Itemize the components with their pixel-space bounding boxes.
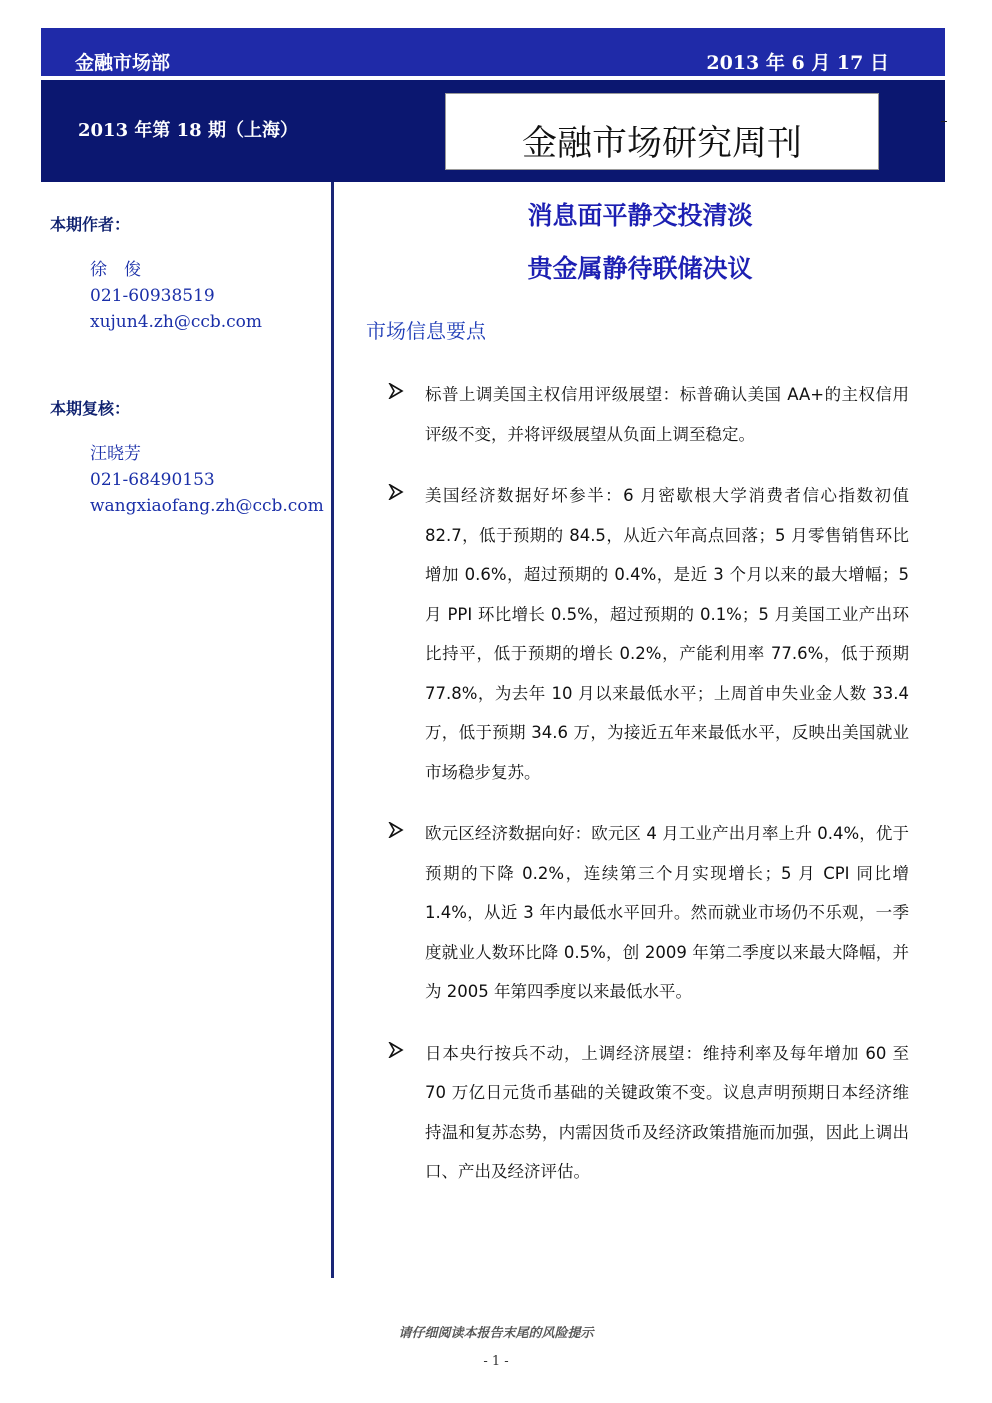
arrow-bullet-icon [388,383,404,399]
bullet-text: 标普上调美国主权信用评级展望：标普确认美国 AA+的主权信用评级不变，并将评级展望从负面上调至稳定。 [425,385,909,444]
publication-title: 金融市场研究周刊 [521,124,802,164]
headline-2: 贵金属静待联储决议 [527,254,753,283]
reviewer-block [50,396,340,519]
reviewer-email: wangxiaofang.zh@ccb.com [90,496,324,516]
section-title: 市场信息要点 [366,319,486,343]
department-name: 金融市场部 [75,52,171,74]
bullet-item [384,1034,909,1192]
bullet-item [384,476,909,792]
top-bar [41,28,945,76]
bullet-list [384,375,909,1214]
bullet-item [384,375,909,454]
bullet-item [384,814,909,1012]
bullet-text: 日本央行按兵不动，上调经济展望：维持利率及每年增加 60 至 70 万亿日元货币基础的关键政策不变。议息声明预期日本经济维持温和复苏态势，内需因货币及经济政策措施而加强，因此上调出口、产出及经济评估。 [425,1043,909,1181]
reviewer-label: 本期复核： [50,399,131,418]
headline-1: 消息面平静交投清淡 [527,201,753,230]
header-tick-mark [941,121,947,122]
author-label: 本期作者： [50,215,131,234]
arrow-bullet-icon [388,1042,404,1058]
arrow-bullet-icon [388,822,404,838]
publication-title-box [445,93,879,170]
author-email: xujun4.zh@ccb.com [90,312,263,332]
issue-number: 2013 年第 18 期（上海） [78,120,298,141]
header-band [41,80,945,182]
arrow-bullet-icon [388,484,404,500]
column-divider [331,182,334,1278]
reviewer-name: 汪晓芳 [90,444,141,464]
bullet-text: 美国经济数据好坏参半：6 月密歇根大学消费者信心指数初值 82.7，低于预期的 84.5，从近六年高点回落；5 月零售销售环比增加 0.6%，超过预期的 0.4%，是近 3 个月以来的最大增幅；5 月 PPI 环比增长 0.5%，超过预期的 0.1%；5 月美国工业产出环比持平，低于预期的增长 0.2%，产能利用率 77.6%，低于预期 77.8%，为去年 10 月以来最低水平；上周首申失业金人数 33.4 万，低于预期 34.6 万，为接近五年来最低水平，反映出美国就业市场稳步复苏。 [425,486,909,782]
author-name: 徐 俊 [90,260,141,280]
report-date: 2013 年 6 月 17 日 [706,52,889,74]
author-phone: 021-60938519 [90,286,215,306]
risk-notice: 请仔细阅读本报告末尾的风险提示 [398,1326,594,1341]
bullet-text: 欧元区经济数据向好：欧元区 4 月工业产出月率上升 0.4%，优于预期的下降 0.2%，连续第三个月实现增长；5 月 CPI 同比增 1.4%，从近 3 年内最低水平回升。然而就业市场仍不乐观，一季度就业人数环比降 0.5%，创 2009 年第二季度以来最大降幅，并为 2005 年第四季度以来最低水平。 [425,824,909,1001]
author-block [50,212,340,335]
reviewer-phone: 021-68490153 [90,470,215,490]
page-number: - 1 - [483,1354,509,1369]
